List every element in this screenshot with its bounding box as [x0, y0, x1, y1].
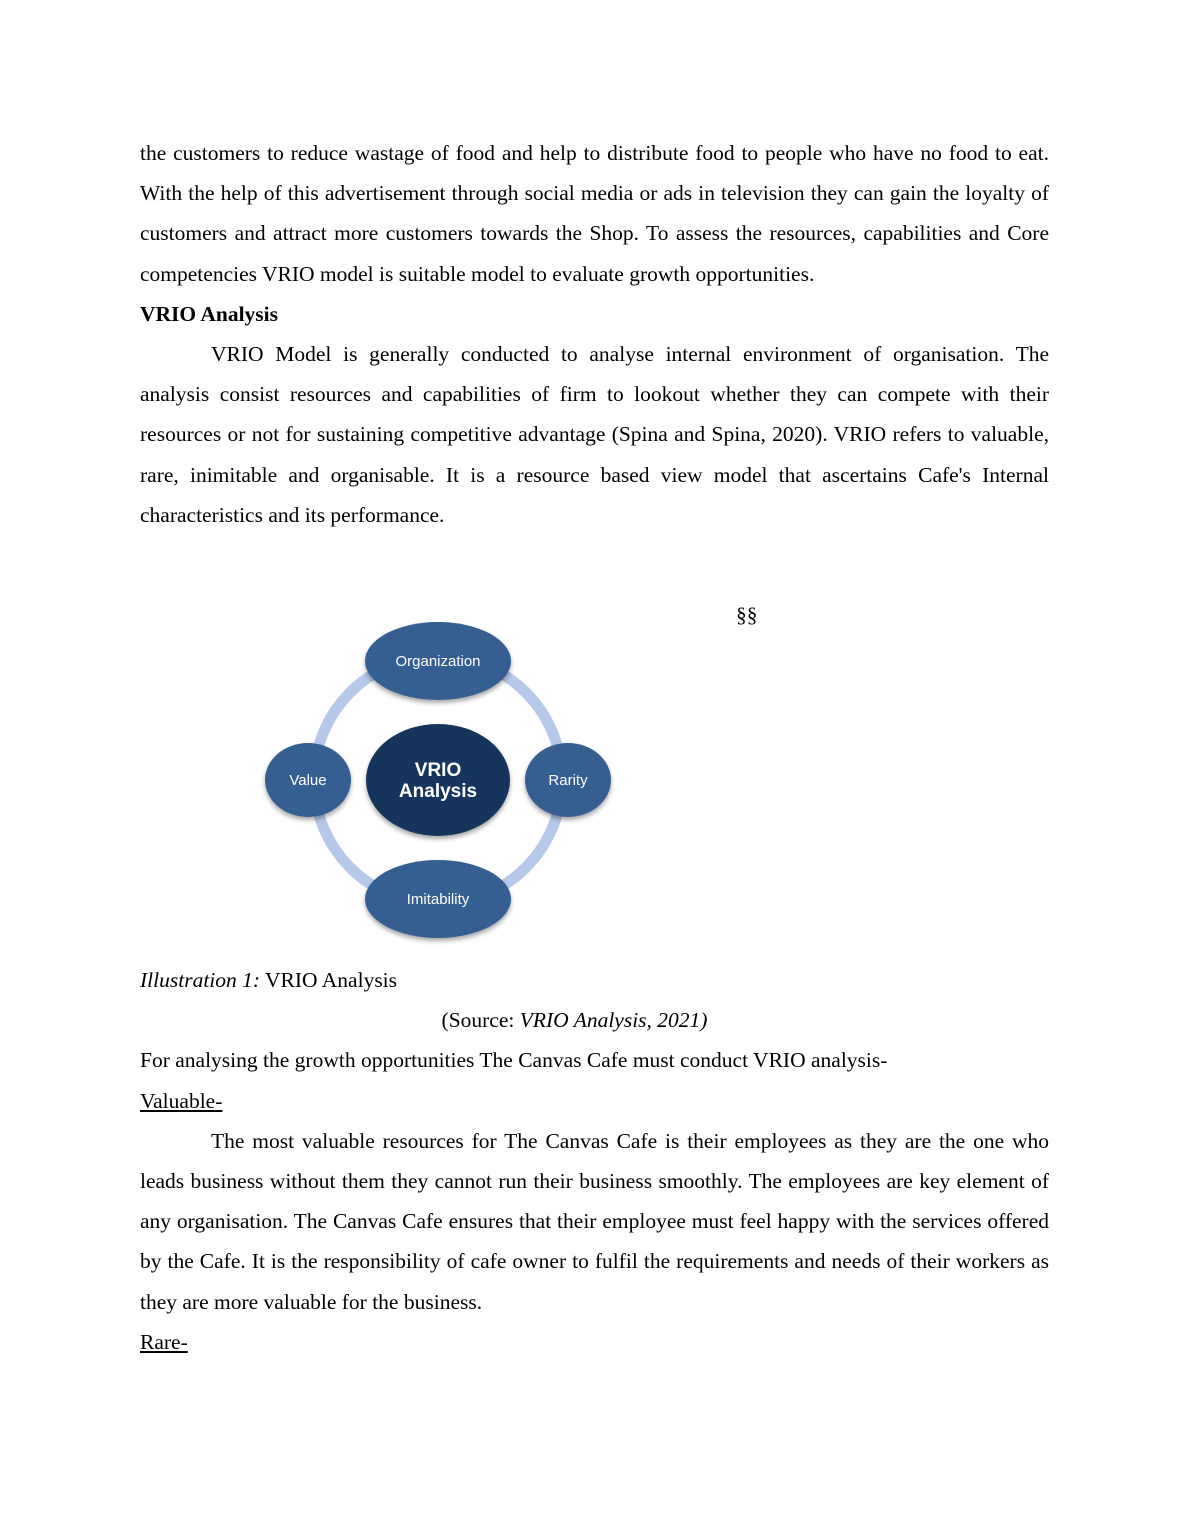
document-page	[140, 133, 1049, 1362]
source-citation: VRIO Analysis, 2021)	[519, 1008, 708, 1033]
figure-area	[140, 595, 1049, 960]
intro-paragraph: the customers to reduce wastage of food and help to distribute food to people who have no food to eat. With the help of this advertisement through social media or ads in television they can gain the loyalty of customers and attract more customers towards the Shop. To assess the resources, capabilities and Core competencies VRIO model is suitable model to evaluate growth opportunities.	[140, 141, 1049, 286]
center-label-line1: VRIO	[414, 760, 462, 782]
caption-title: VRIO Analysis	[260, 968, 398, 993]
vrio-diagram	[258, 611, 618, 951]
vrio-paragraph: VRIO Model is generally conducted to analyse internal environment of organisation. The analysis consist resources and capabilities of firm to lookout whether they can compete with their resources or not for sustaining competitive advantage (Spina and Spina, 2020). VRIO refers to valuable, rare, inimitable and organisable. It is a resource based view model that ascertains Cafe's Internal characteristics and its performance.	[140, 342, 1049, 527]
imitability-label: Imitability	[406, 891, 470, 909]
caption-label: Illustration 1:	[140, 968, 261, 993]
section-mark: §§	[736, 603, 758, 628]
vrio-heading: VRIO Analysis	[140, 301, 278, 326]
valuable-paragraph: The most valuable resources for The Canvas Cafe is their employees as they are the one who leads business without them they cannot run their business smoothly. The employees are key element of any organisation. The Canvas Cafe ensures that their employee must feel happy with the services offered by the Cafe. It is the responsibility of cafe owner to fulfil the requirements and needs of their workers as they are more valuable for the business.	[140, 1128, 1049, 1314]
center-label-line2: Analysis	[398, 781, 478, 803]
value-label: Value	[289, 772, 327, 790]
figure-source	[140, 1000, 1049, 1040]
rare-heading: Rare-	[140, 1329, 188, 1354]
figure-caption	[140, 960, 1049, 1000]
valuable-heading: Valuable-	[140, 1088, 223, 1113]
rarity-label: Rarity	[548, 772, 588, 790]
analysis-intro: For analysing the growth opportunities The Canvas Cafe must conduct VRIO analysis-	[140, 1048, 888, 1073]
source-prefix: (Source:	[441, 1008, 520, 1033]
spacer	[140, 535, 1049, 595]
organization-label: Organization	[395, 653, 481, 671]
